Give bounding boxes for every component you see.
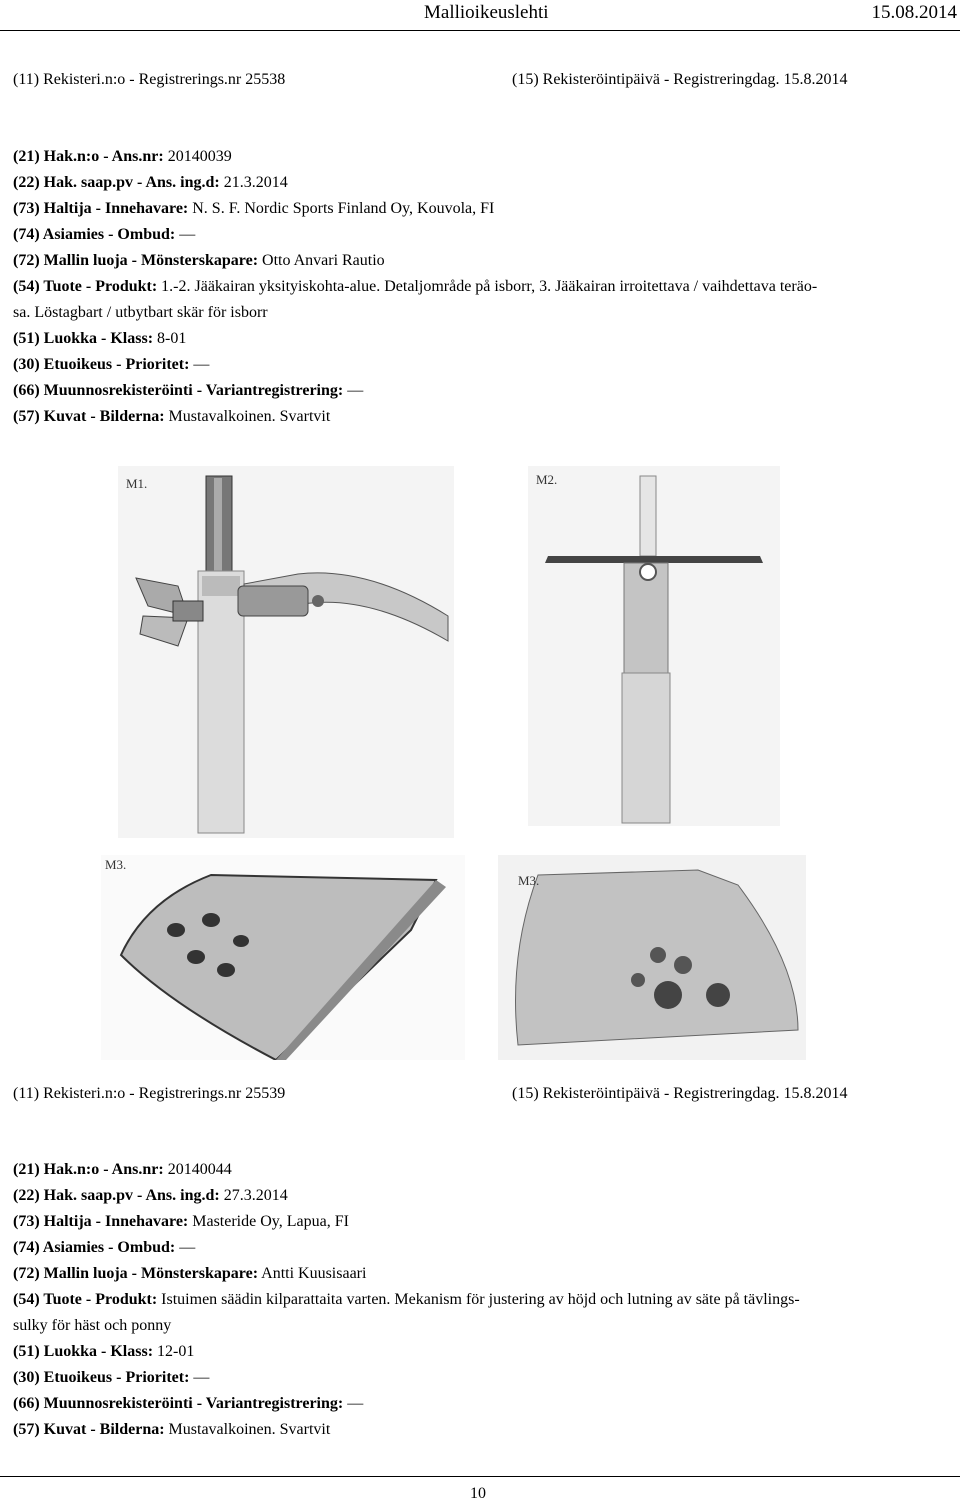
entry2-product-continued: sulky för häst och ponny — [13, 1317, 172, 1334]
entry2-designer: (72) Mallin luoja - Mönsterskapare: Antti Kuusisaari — [13, 1265, 367, 1282]
entry1-application-number: (21) Hak.n:o - Ans.nr: 20140039 — [13, 148, 232, 165]
entry1-product-continued: sa. Löstagbart / utbytbart skär för isborr — [13, 304, 268, 321]
replaceable-blade-photo — [498, 855, 806, 1060]
entry1-designer: (72) Mallin luoja - Mönsterskapare: Otto Anvari Rautio — [13, 252, 385, 269]
entry1-product: (54) Tuote - Produkt: 1.-2. Jääkairan yksityiskohta-alue. Detaljområde på isborr, 3. Jääkairan irroitettava / vaihdettava teräo- — [13, 278, 818, 295]
entry2-holder: (73) Haltija - Innehavare: Masteride Oy, Lapua, FI — [13, 1213, 349, 1230]
entry2-registration-number: (11) Rekisteri.n:o - Registrerings.nr 25539 — [13, 1085, 286, 1102]
page-header — [0, 0, 960, 31]
figure-m3-right-label: M3. — [518, 873, 540, 888]
entry2-product: (54) Tuote - Produkt: Istuimen säädin kilparattaita varten. Mekanism för justering av höjd och lutning av säte på tävlings- — [13, 1291, 800, 1308]
entry1-registration-number: (11) Rekisteri.n:o - Registrerings.nr 25538 — [13, 71, 286, 88]
figure-m2 — [528, 466, 780, 826]
entry2-class: (51) Luokka - Klass: 12-01 — [13, 1343, 195, 1360]
figure-m3-left-label: M3. — [105, 857, 127, 872]
issue-date: 15.08.2014 — [871, 2, 957, 23]
entry1-agent: (74) Asiamies - Ombud: — — [13, 226, 196, 243]
entry1-variant: (66) Muunnosrekisteröinti - Variantregistrering: — — [13, 382, 364, 399]
entry1-holder: (73) Haltija - Innehavare: N. S. F. Nordic Sports Finland Oy, Kouvola, FI — [13, 200, 495, 217]
figure-m2-label: M2. — [536, 472, 558, 487]
figure-m1 — [118, 466, 454, 838]
entry2-images: (57) Kuvat - Bilderna: Mustavalkoinen. Svartvit — [13, 1421, 331, 1438]
entry1-priority: (30) Etuoikeus - Prioritet: — — [13, 356, 210, 373]
entry2-variant: (66) Muunnosrekisteröinti - Variantregistrering: — — [13, 1395, 364, 1412]
entry1-registration-date: (15) Rekisteröintipäivä - Registreringdag. 15.8.2014 — [512, 71, 848, 88]
ice-auger-detail-image — [118, 466, 454, 838]
entry1-class: (51) Luokka - Klass: 8-01 — [13, 330, 187, 347]
journal-title: Mallioikeuslehti — [424, 2, 549, 23]
figure-m1-label: M1. — [126, 476, 148, 491]
entry1-filing-date: (22) Hak. saap.pv - Ans. ing.d: 21.3.2014 — [13, 174, 288, 191]
replaceable-blade-image — [101, 855, 465, 1060]
ice-auger-blade-image — [528, 466, 780, 826]
entry2-agent: (74) Asiamies - Ombud: — — [13, 1239, 196, 1256]
entry2-application-number: (21) Hak.n:o - Ans.nr: 20140044 — [13, 1161, 232, 1178]
entry2-registration-date: (15) Rekisteröintipäivä - Registreringdag. 15.8.2014 — [512, 1085, 848, 1102]
entry2-priority: (30) Etuoikeus - Prioritet: — — [13, 1369, 210, 1386]
figure-m3-right — [498, 855, 806, 1060]
footer-rule — [0, 1476, 960, 1477]
figure-m3-left — [101, 855, 465, 1060]
entry1-images: (57) Kuvat - Bilderna: Mustavalkoinen. Svartvit — [13, 408, 331, 425]
entry2-filing-date: (22) Hak. saap.pv - Ans. ing.d: 27.3.2014 — [13, 1187, 288, 1204]
page-number: 10 — [470, 1485, 486, 1502]
